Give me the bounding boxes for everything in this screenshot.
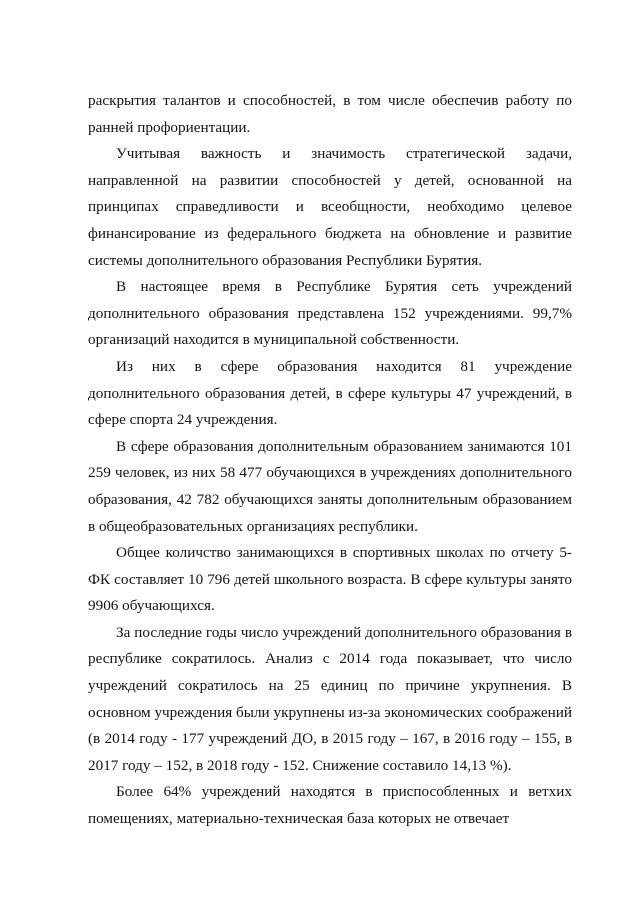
paragraph-network-size: В настоящее время в Республике Бурятия сеть учреждений дополнительного образования представлена 152 учреждениями. 99,7% организаций находится в муниципальной собственности.	[88, 278, 572, 349]
paragraph-continuation: раскрытия талантов и способностей, в том числе обеспечив работу по ранней профориентации.	[88, 92, 572, 136]
paragraph-reduction: За последние годы число учреждений дополнительного образования в республике сократилось. Анализ с 2014 года показывает, что число учреждений сократилось на 25 единиц по причине укрупнения. В основном учреждения были укрупнены из-за экономических соображений (в 2014 году - 177 учреждений ДО, в 2015 году – 167, в 2016 году – 155, в 2017 году – 152, в 2018 году - 152. Снижение составило 14,13 %).	[88, 623, 572, 774]
paragraph-by-sphere: Из них в сфере образования находится 81 учреждение дополнительного образования детей, в сфере культуры 47 учреждений, в сфере спорта 24 учреждения.	[88, 357, 572, 429]
paragraph-education-students: В сфере образования дополнительным образованием занимаются 101 259 человек, из них 58 477 обучающихся в учреждениях дополнительного образования, 42 782 обучающихся заняты дополнительным образованием в общеобразовательных организациях республики.	[88, 437, 572, 535]
paragraph-sport-culture: Общее количство занимающихся в спортивных школах по отчету 5-ФК составляет 10 796 детей школьного возраста. В сфере культуры занято 9906 обучающихся.	[88, 544, 572, 615]
paragraph-premises: Более 64% учреждений находятся в приспособленных и ветхих помещениях, материально-техническая база которых не отвечает	[88, 783, 572, 828]
paragraph-strategic-task: Учитывая важность и значимость стратегической задачи, направленной на развитии способностей у детей, основанной на принципах справедливости и всеобщности, необходимо целевое финансирование из федерального бюджета на обновление и развитие системы дополнительного образования Республики Бурятия.	[88, 145, 572, 269]
document-body	[88, 88, 572, 833]
